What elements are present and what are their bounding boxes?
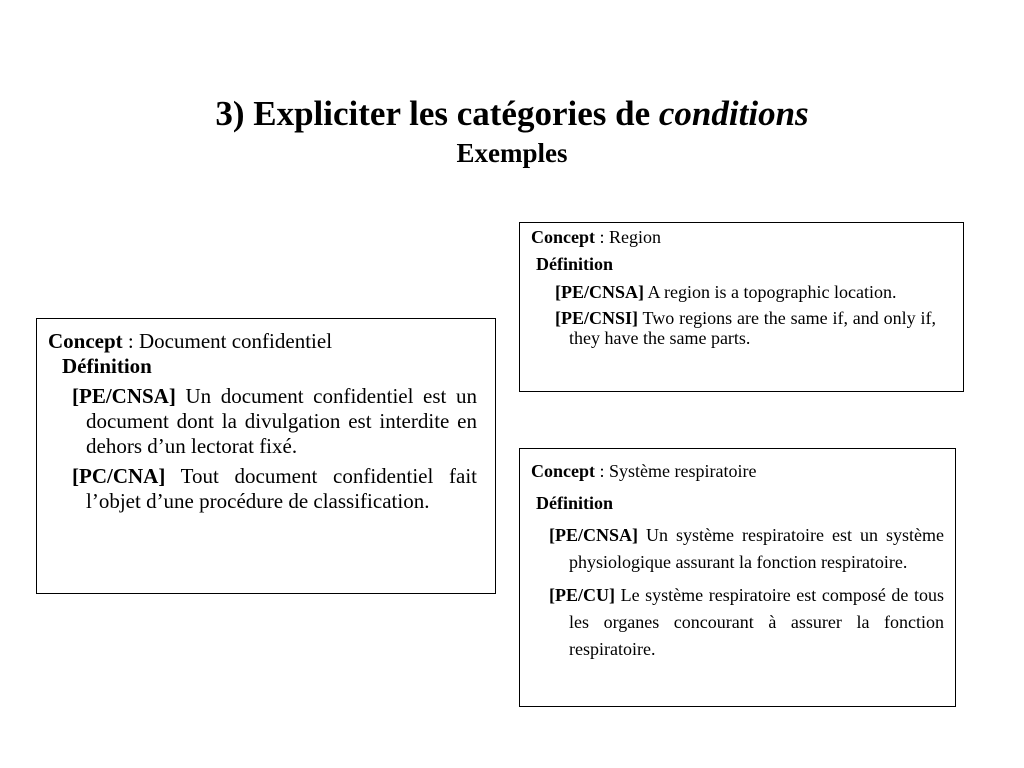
definition-entry <box>531 308 936 348</box>
definition-label: Définition <box>62 354 152 378</box>
entry-tag: [PE/CNSI] <box>555 308 639 328</box>
slide-header <box>0 92 1024 170</box>
concept-line <box>531 227 936 247</box>
definition-label: Définition <box>536 254 614 274</box>
definition-entry <box>531 282 936 302</box>
slide-title <box>0 92 1024 136</box>
concept-label: Concept <box>48 329 123 353</box>
concept-label: Concept <box>531 461 595 481</box>
entry-text: Le système respiratoire est composé de tous les organes concourant à assurer la fonction respiratoire. <box>569 585 944 659</box>
concept-box-document-confidentiel <box>36 318 496 594</box>
slide-title-emphasis: conditions <box>658 94 809 133</box>
entry-text: Two regions are the same if, and only if, they have the same parts. <box>569 308 936 348</box>
entry-tag: [PE/CNSA] <box>555 282 644 302</box>
concept-label: Concept <box>531 227 595 247</box>
slide-title-main: 3) Expliciter les catégories de <box>215 94 659 133</box>
entry-tag: [PE/CNSA] <box>549 525 638 545</box>
concept-line <box>531 458 944 485</box>
entry-text: Un document confidentiel est un document dont la divulgation est interdite en dehors d’un lectorat fixé. <box>86 384 477 458</box>
entry-text: Un système respiratoire est un système physiologique assurant la fonction respiratoire. <box>569 525 944 572</box>
concept-line <box>48 329 477 354</box>
definition-entry <box>531 522 944 576</box>
entry-tag: [PE/CU] <box>549 585 615 605</box>
entry-text: Tout document confidentiel fait l’objet d’une procédure de classification. <box>86 464 477 513</box>
concept-value: : Document confidentiel <box>122 329 333 353</box>
concept-value: : Region <box>595 227 661 247</box>
concept-box-systeme-respiratoire <box>519 448 956 707</box>
definition-entry <box>48 384 477 459</box>
entry-tag: [PC/CNA] <box>72 464 166 488</box>
definition-entry <box>531 582 944 663</box>
concept-value: : Système respiratoire <box>595 461 757 481</box>
definition-entry <box>48 464 477 514</box>
concept-box-region <box>519 222 964 392</box>
entry-tag: [PE/CNSA] <box>72 384 176 408</box>
definition-label: Définition <box>536 493 614 513</box>
slide-subtitle: Exemples <box>456 138 568 168</box>
entry-text: A region is a topographic location. <box>644 282 897 302</box>
